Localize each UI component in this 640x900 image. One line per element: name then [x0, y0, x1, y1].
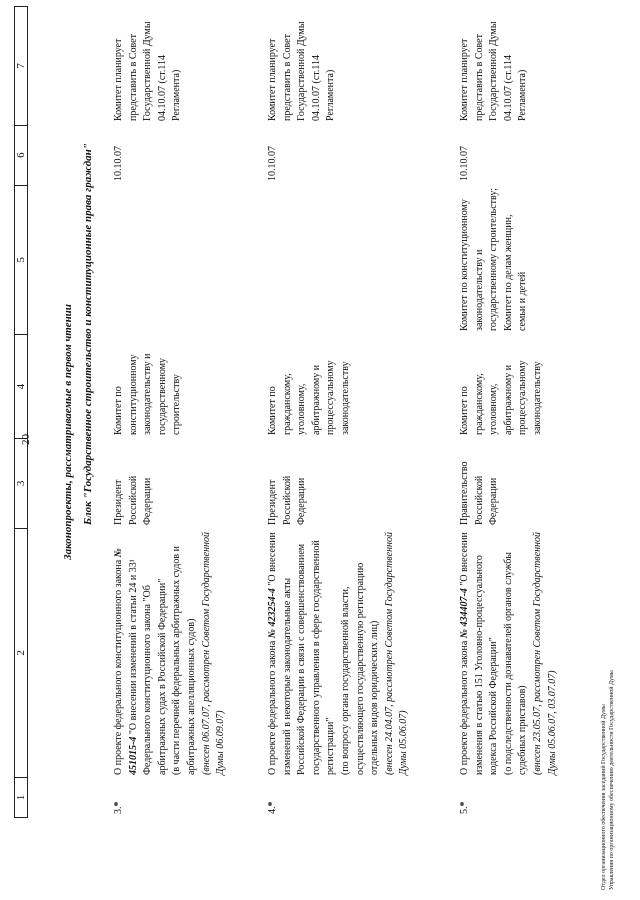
- table-row: [266, 6, 412, 818]
- bill-title: "О внесении изменений в некоторые законодательные акты Российской Федерации в связи с совершенствованием государственного управления в сфере государственной регистрации": [267, 532, 337, 775]
- column-header-6: 6: [15, 125, 27, 185]
- bill-note: (внесен 24.04.07, рассмотрен Советом Государственной Думы 05.06.07): [383, 531, 410, 775]
- responsible-committee: Комитет по гражданскому, уголовному, арбитражному и процессуальному законодательству: [267, 360, 351, 435]
- column-header-2: 2: [15, 528, 27, 777]
- bill-note: (внесен 23.05.07, рассмотрен Советом Государственной Думы 05.06.07, 03.07.07): [531, 531, 558, 775]
- row-index: [266, 778, 412, 818]
- bill-subject: (в части перечней федеральных арбитражных судов и арбитражных апелляционных судов): [171, 546, 197, 775]
- bill-note: (внесен 06.07.07, рассмотрен Советом Государственной Думы 06.09.07): [200, 531, 227, 775]
- column-header-row: [14, 6, 28, 818]
- co-committees: [112, 184, 229, 334]
- row-marker: *: [113, 801, 124, 807]
- bill-description: [112, 528, 229, 778]
- responsible-committee: Комитет по гражданскому, уголовному, арбитражному и процессуальному законодательству: [459, 360, 543, 435]
- column-header-1: 1: [15, 777, 27, 817]
- column-header-3: 3: [15, 438, 27, 528]
- responsible-committee: Комитет по конституционному законодательству и государственному строительству: [113, 353, 183, 435]
- bill-description: [266, 528, 412, 778]
- action-note: Комитет планирует представить в Совет Государственной Думы 04.10.07 (ст.114 Регламента): [113, 21, 183, 121]
- bill-title: "О внесении изменения в статью 151 Уголовно-процессуального кодекса Российской Федерации": [459, 532, 500, 775]
- bill-number: № 451015-4: [113, 548, 139, 775]
- bill-number: № 434407-4: [459, 588, 470, 639]
- initiator: Президент Российской Федерации: [113, 475, 154, 525]
- section-title: Законопроекты, рассматриваемые в первом чтении: [62, 304, 74, 560]
- footer-line-1: Отдел организационного обеспечения заседаний Государственной Думы: [601, 704, 607, 890]
- bill-description: [458, 528, 560, 778]
- bill-title-prefix: О проекте федерального закона: [459, 638, 470, 775]
- block-title: Блок "Государственное строительство и конституционные права граждан": [82, 143, 94, 525]
- date: 10.10.07: [459, 146, 470, 181]
- page-number: 20: [20, 434, 32, 445]
- column-header-4: 4: [15, 334, 27, 438]
- initiator: Президент Российской Федерации: [267, 475, 308, 525]
- bill-title: "О внесении изменений в статьи 24 и 33¹ Федерального конституционного закона "Об арбитражных судах в Российской Федерации": [127, 559, 168, 775]
- footer-line-2: Управления по организационному обеспечению деятельности Государственной Думы: [609, 670, 615, 890]
- bill-title-prefix: О проекте федерального конституционного закона: [113, 557, 124, 775]
- footer: [600, 560, 616, 890]
- initiator: Правительство Российской Федерации: [459, 461, 500, 525]
- bill-title-prefix: О проекте федерального закона: [267, 638, 278, 775]
- co-committees: Комитет по конституционному законодательству и государственному строительству; Комитет по делам женщин, семьи и детей: [459, 187, 529, 331]
- row-index: [458, 778, 560, 818]
- table-row: [458, 6, 560, 818]
- bill-number: № 423254-4: [267, 588, 278, 639]
- table-row: [112, 6, 229, 818]
- date: 10.10.07: [267, 146, 278, 181]
- bill-subject: (о подследственности дознавателей органов службы судебных приставов): [502, 551, 529, 775]
- date: 10.10.07: [113, 146, 124, 181]
- column-header-7: 7: [15, 63, 27, 69]
- row-marker: *: [267, 801, 278, 807]
- row-number: 3.: [113, 806, 124, 814]
- row-marker: *: [459, 801, 470, 807]
- row-number: 4.: [267, 806, 278, 814]
- row-number: 5.: [459, 806, 470, 814]
- co-committees: [266, 184, 412, 334]
- action-note: Комитет планирует представить в Совет Государственной Думы 04.10.07 (ст.114 Регламента): [267, 21, 337, 121]
- row-index: [112, 778, 229, 818]
- action-note: Комитет планирует представить в Совет Государственной Думы 04.10.07 (ст.114 Регламента): [459, 21, 529, 121]
- bill-subject: (по вопросу органа государственной власти, осуществляющего государственную регистрацию отдельных видов юридических лиц): [339, 562, 381, 775]
- column-header-5: 5: [15, 185, 27, 335]
